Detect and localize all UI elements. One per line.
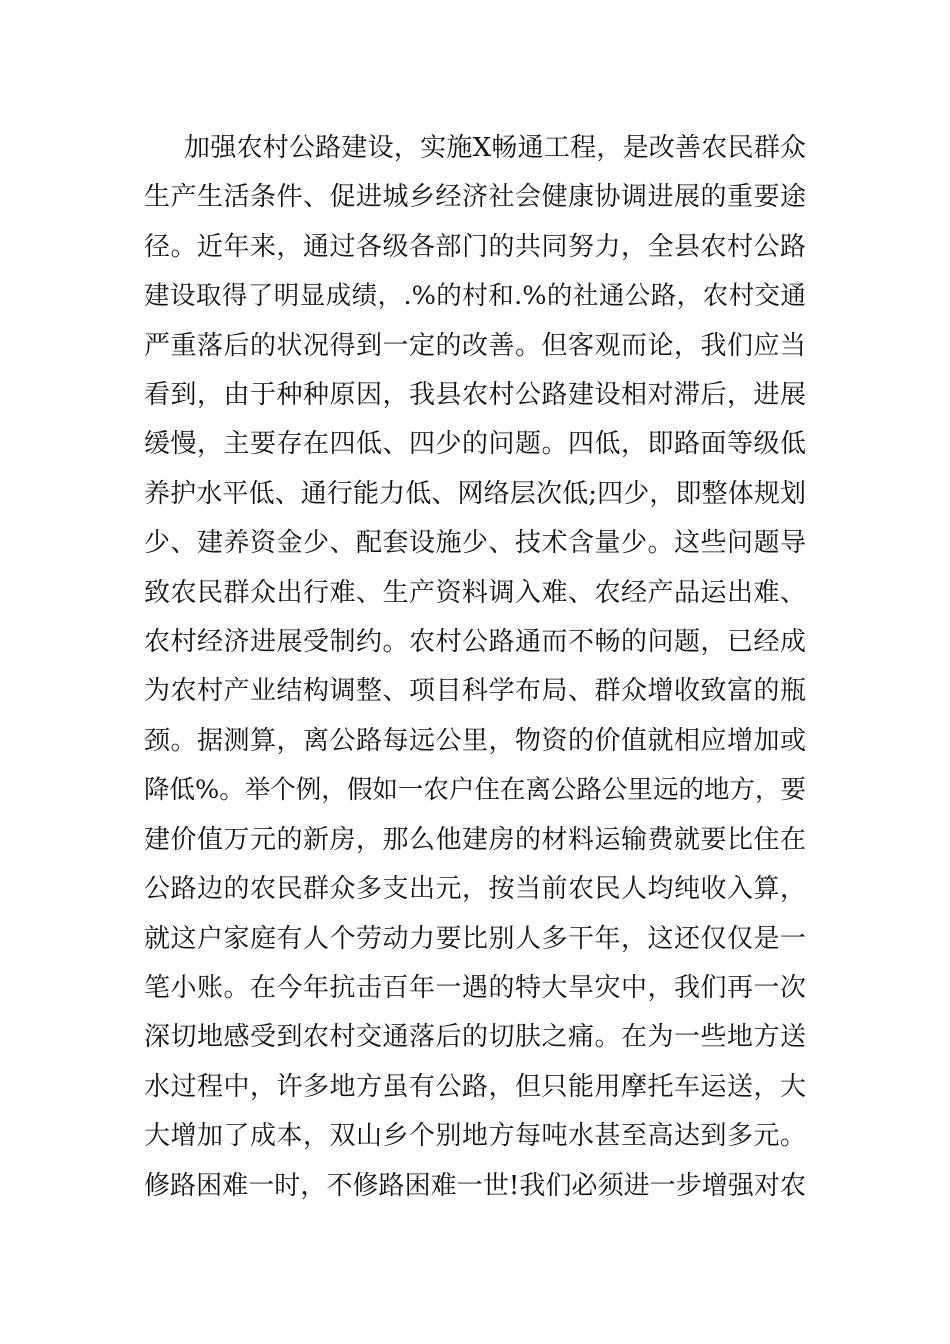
text-line: 建价值万元的新房，那么他建房的材料运输费就要比住在	[144, 824, 806, 855]
text-line: 建设取得了明显成绩，.%的村和.%的社通公路，农村交通	[144, 281, 806, 312]
text-line: 看到，由于种种原因，我县农村公路建设相对滞后，进展	[144, 380, 806, 411]
text-line: 生产生活条件、促进城乡经济社会健康协调进展的重要途	[144, 182, 806, 213]
text-line: 缓慢，主要存在四低、四少的问题。四低，即路面等级低	[144, 429, 806, 460]
text-line: 径。近年来，通过各级各部门的共同努力，全县农村公路	[144, 231, 806, 262]
text-line: 深切地感受到农村交通落后的切肤之痛。在为一些地方送	[144, 1022, 806, 1053]
text-line: 养护水平低、通行能力低、网络层次低;四少，即整体规划	[144, 478, 806, 509]
text-line: 加强农村公路建设，实施Ⅹ畅通工程，是改善农民群众	[184, 133, 806, 163]
body-paragraph	[144, 124, 806, 1211]
text-line: 大增加了成本，双山乡个别地方每吨水甚至高达到多元。	[144, 1121, 806, 1152]
text-line: 水过程中，许多地方虽有公路，但只能用摩托车运送，大	[144, 1071, 806, 1102]
text-line: 农村经济进展受制约。农村公路通而不畅的问题，已经成	[144, 627, 806, 658]
text-line: 公路边的农民群众多支出元，按当前农民人均纯收入算，	[144, 874, 806, 905]
text-line: 修路困难一时，不修路困难一世!我们必须进一步增强对农	[144, 1170, 806, 1201]
text-line: 为农村产业结构调整、项目科学布局、群众增收致富的瓶	[144, 676, 806, 707]
text-line: 颈。据测算，离公路每远公里，物资的价值就相应增加或	[144, 725, 806, 756]
text-line: 致农民群众出行难、生产资料调入难、农经产品运出难、	[144, 577, 806, 608]
text-line: 少、建养资金少、配套设施少、技术含量少。这些问题导	[144, 528, 806, 559]
text-line: 笔小账。在今年抗击百年一遇的特大旱灾中，我们再一次	[144, 972, 806, 1003]
text-line: 就这户家庭有人个劳动力要比别人多干年，这还仅仅是一	[144, 923, 806, 954]
text-line: 降低%。举个例，假如一农户住在离公路公里远的地方，要	[144, 775, 806, 806]
text-line: 严重落后的状况得到一定的改善。但客观而论，我们应当	[144, 330, 806, 361]
